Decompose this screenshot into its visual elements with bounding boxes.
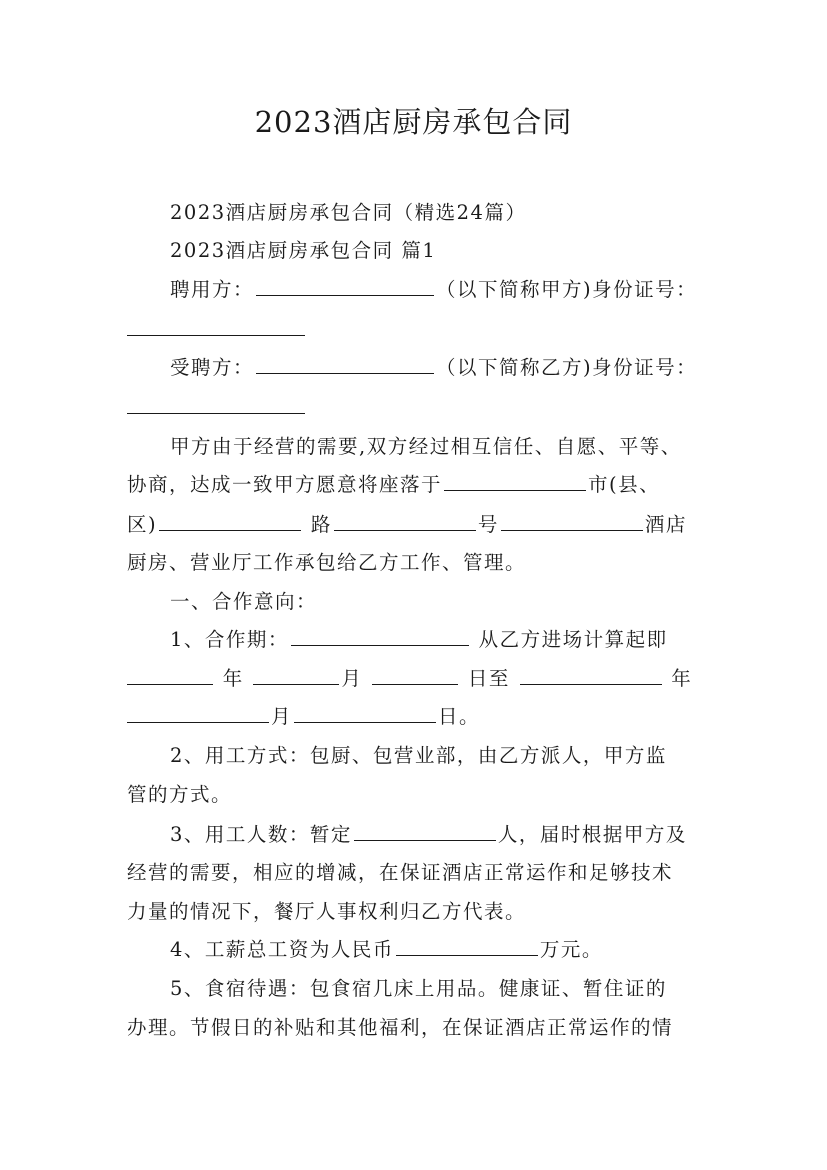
day-label-2: 日。 bbox=[438, 705, 481, 728]
month-label-2: 月 bbox=[271, 705, 293, 728]
clause-4-label: 4、工薪总工资为人民币 bbox=[170, 938, 394, 961]
term-blank bbox=[291, 644, 469, 646]
employee-line bbox=[170, 348, 697, 388]
start-year-blank bbox=[127, 683, 213, 685]
clause-1-line-2 bbox=[127, 659, 692, 699]
employee-name-blank bbox=[256, 372, 434, 374]
intro-line-3 bbox=[127, 505, 687, 545]
location-blank bbox=[444, 489, 586, 491]
hotel-blank bbox=[501, 529, 643, 531]
employer-line bbox=[170, 270, 697, 310]
clause-4-unit: 万元。 bbox=[539, 938, 603, 961]
intro-2-suffix: 市(县、 bbox=[588, 473, 661, 496]
clause-3-text: 人，届时根据甲方及 bbox=[497, 823, 687, 846]
clause-3-line-3: 力量的情况下，餐厅人事权利归乙方代表。 bbox=[127, 900, 527, 923]
intro-3-road: 路 bbox=[310, 513, 332, 536]
employer-suffix: （以下简称甲方)身份证号： bbox=[436, 278, 698, 301]
clause-1-line-1 bbox=[170, 620, 668, 660]
clause-2-line-2: 管的方式。 bbox=[127, 783, 233, 806]
intro-3-district: 区) bbox=[127, 513, 158, 536]
employer-label: 聘用方： bbox=[170, 278, 255, 301]
salary-blank bbox=[396, 954, 538, 956]
intro-2-text: 协商，达成一致甲方愿意将座落于 bbox=[127, 473, 443, 496]
employer-id-blank bbox=[127, 334, 305, 336]
end-month-blank bbox=[127, 721, 269, 723]
employer-name-blank bbox=[256, 294, 434, 296]
clause-3-label: 3、用工人数：暂定 bbox=[170, 823, 352, 846]
employee-id-blank bbox=[127, 412, 305, 414]
intro-line-2 bbox=[127, 465, 660, 505]
clause-1-text: 从乙方进场计算起即 bbox=[478, 628, 668, 651]
employee-id-line bbox=[127, 388, 307, 428]
clause-heading: 一、合作意向： bbox=[170, 590, 318, 613]
clause-3-line-1 bbox=[170, 815, 687, 855]
clause-3-line-2: 经营的需要，相应的增减，在保证酒店正常运作和足够技术 bbox=[127, 861, 674, 884]
clause-1-line-3 bbox=[127, 697, 480, 737]
intro-3-number: 号 bbox=[477, 513, 499, 536]
headcount-blank bbox=[354, 839, 496, 841]
end-day-blank bbox=[294, 721, 436, 723]
start-month-blank bbox=[253, 683, 339, 685]
employer-id-line bbox=[127, 310, 307, 350]
year-label: 年 bbox=[222, 667, 244, 690]
clause-5-line-1: 5、食宿待遇：包食宿几床上用品。健康证、暂住证的 bbox=[170, 977, 667, 1000]
section-heading: 2023酒店厨房承包合同 篇1 bbox=[170, 239, 437, 262]
employee-suffix: （以下简称乙方)身份证号： bbox=[436, 356, 698, 379]
intro-line-4: 厨房、营业厅工作承包给乙方工作、管理。 bbox=[127, 551, 527, 574]
employee-label: 受聘方： bbox=[170, 356, 255, 379]
end-year-blank bbox=[520, 683, 662, 685]
clause-5-line-2: 办理。节假日的补贴和其他福利，在保证酒店正常运作的情 bbox=[127, 1016, 674, 1039]
year-label-2: 年 bbox=[671, 667, 693, 690]
document-title: 2023酒店厨房承包合同 bbox=[254, 105, 573, 139]
subtitle: 2023酒店厨房承包合同（精选24篇） bbox=[170, 201, 527, 224]
clause-4-line bbox=[170, 930, 603, 970]
start-day-blank bbox=[372, 683, 458, 685]
day-to-label: 日至 bbox=[467, 667, 510, 690]
clause-2-line-1: 2、用工方式：包厨、包营业部，由乙方派人，甲方监 bbox=[170, 744, 667, 767]
intro-3-hotel: 酒店 bbox=[644, 513, 687, 536]
clause-1-label: 1、合作期： bbox=[170, 628, 289, 651]
road-blank bbox=[334, 529, 476, 531]
month-label: 月 bbox=[341, 667, 363, 690]
district-blank bbox=[159, 529, 301, 531]
intro-line-1: 甲方由于经营的需要,双方经过相互信任、自愿、平等、 bbox=[170, 435, 682, 458]
